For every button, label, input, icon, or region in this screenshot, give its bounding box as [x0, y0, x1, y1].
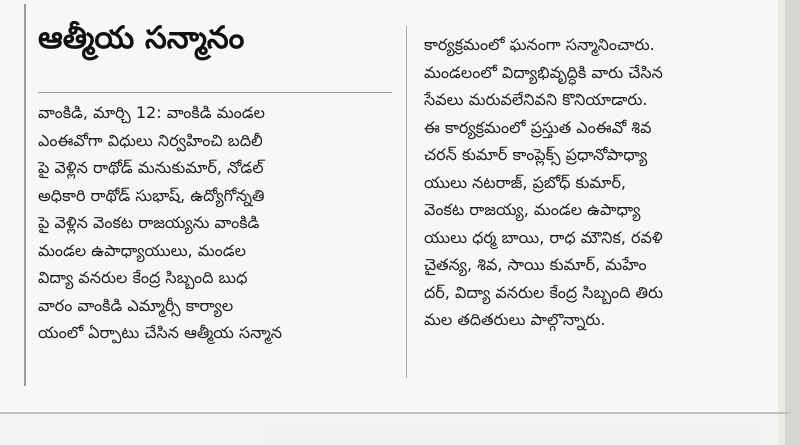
- left-line: విద్యా వనరుల కేంద్ర సిబ్బంది బుధ: [38, 268, 248, 287]
- right-line: కార్యక్రమంలో ఘనంగా సన్మానించారు.: [424, 35, 655, 54]
- left-body-text: [38, 99, 392, 347]
- left-line: వారం వాంకిడి ఎమ్మార్సీ కార్యాల: [38, 295, 234, 315]
- article-headline: ఆత్మీయ సన్మానం: [38, 20, 245, 56]
- right-line: చరన్ కుమార్ కాంప్లెక్స్ ప్రధానోపాధ్యా: [424, 145, 648, 164]
- right-line: దర్, విద్యా వనరుల కేంద్ర సిబ్బంది తిరు: [424, 282, 664, 302]
- bottom-border-rule: [0, 412, 790, 414]
- right-line: ఈ కార్యక్రమంలో ప్రస్తుత ఎంఈవో శివ: [424, 117, 652, 137]
- right-line: మండలంలో విద్యాభివృద్ధికి వారు చేసిన: [424, 62, 663, 82]
- headline-separator: [38, 92, 392, 93]
- next-article-strip: [264, 425, 759, 445]
- left-column: [38, 18, 392, 347]
- right-line: వెంకట రాజయ్య, మండల ఉపాధ్యా: [424, 200, 641, 219]
- right-line: చైతన్య, శివ, సాయి కుమార్, మహేం: [424, 255, 647, 274]
- left-line: అధికారి రాథోడ్ సుభాష్, ఉద్యోగోన్నతి: [38, 185, 265, 205]
- page-edge-shadow: [785, 0, 800, 445]
- left-line: వాంకిడి, మార్చి 12: వాంకిడి మండల: [38, 103, 265, 122]
- left-line: యంలో ఏర్పాటు చేసిన ఆత్మీయ సన్మాన: [38, 323, 283, 342]
- right-line: మల తదితరులు పాల్గొన్నారు.: [424, 310, 606, 329]
- column-divider: [406, 26, 407, 378]
- right-line: సేవలు మరువలేనివని కొనియాడారు.: [424, 90, 648, 109]
- left-line: పై వెళ్లిన రాథోడ్ మనుకుమార్, నోడల్: [38, 158, 264, 177]
- left-line: ఎంఈవోగా విధులు నిర్వహించి బదిలీ: [38, 130, 263, 150]
- left-line: పై వెళ్లిన వెంకట రాజయ్యను వాంకిడి: [38, 213, 260, 232]
- left-border-rule: [24, 4, 26, 386]
- right-line: యులు ధర్మ బాయి, రాధ మౌనిక, రవళి: [424, 227, 663, 247]
- left-line: మండల ఉపాధ్యాయులు, మండల: [38, 240, 246, 260]
- right-column: [424, 31, 770, 334]
- right-line: యులు నటరాజ్, ప్రబోధ్ కుమార్,: [424, 172, 627, 192]
